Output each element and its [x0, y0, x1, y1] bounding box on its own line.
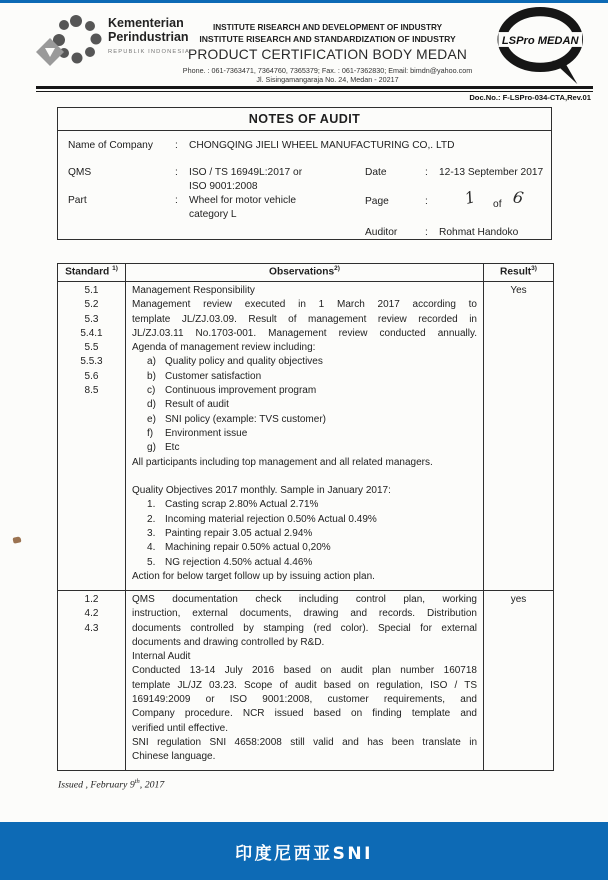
- standard-clause: 5.3: [84, 313, 99, 325]
- observation-line: QMS documentation check including control plan, working: [132, 594, 477, 605]
- page-field: [365, 187, 526, 212]
- observation-line: Conducted 13-14 July 2016 based on audit plan number 160718: [132, 665, 477, 677]
- observation-line: SNI regulation SNI 4658:2008 still valid and has been translate in: [132, 736, 477, 748]
- observation-list-item: [147, 541, 477, 555]
- doc-number: Doc.No.: F-LSPro-034-CTA,Rev.01: [469, 93, 591, 102]
- auditor-label: Auditor: [365, 227, 398, 238]
- observation-list-text: Incoming material rejection 0.50% Actual 0.49%: [165, 513, 377, 525]
- observation-list-item: [147, 513, 477, 527]
- org-address: Jl. Sisingamangaraja No. 24, Medan - 20217: [256, 74, 399, 84]
- observation-line: verified until effective.: [132, 722, 228, 734]
- observation-list-text: Casting scrap 2.80% Actual 2.71%: [165, 499, 319, 511]
- part-value-line1: Wheel for motor vehicle: [189, 195, 297, 206]
- observation-line: Chinese language.: [132, 751, 216, 763]
- observation-list-text: Machining repair 0.50% actual 0,20%: [165, 542, 331, 554]
- audit-table: [57, 263, 554, 771]
- observation-list: [132, 498, 477, 569]
- observation-line: Agenda of management review including:: [132, 342, 316, 354]
- lspro-logo-text: LSPro MEDAN: [501, 35, 579, 48]
- scan-speck-artifact: [12, 536, 21, 544]
- org-line1: INSTITUTE RISEARCH AND DEVELOPMENT OF INDUSTRY: [212, 23, 443, 32]
- banner-text: 印度尼西亚SNI: [235, 843, 373, 864]
- result-cell: yes: [484, 591, 554, 771]
- standard-column-header: Standard $^{1)}$: [58, 264, 126, 282]
- standard-clause: 5.4.1: [80, 327, 103, 339]
- ministry-line1: Kementerian: [108, 16, 184, 30]
- colon: :: [425, 167, 428, 178]
- observation-list-text: Customer satisfaction: [165, 370, 262, 382]
- standard-clause: 1.2: [84, 594, 99, 605]
- standard-clause: 5.6: [84, 370, 99, 382]
- observations-cell: [126, 282, 484, 591]
- org-line3: PRODUCT CERTIFICATION BODY MEDAN: [187, 46, 468, 62]
- blank-line: [132, 470, 477, 484]
- observation-line: Quality Objectives 2017 monthly. Sample in January 2017:: [132, 485, 391, 497]
- observation-list-text: SNI policy (example: TVS customer): [165, 413, 326, 425]
- result-footnote-marker: 3): [531, 265, 537, 272]
- part-field: [68, 194, 296, 222]
- ministry-line2: Perindustrian: [108, 29, 189, 44]
- observation-list-text: Environment issue: [165, 427, 248, 439]
- qms-field: [68, 166, 302, 194]
- standard-clause: 4.3: [84, 622, 99, 634]
- bottom-banner: [0, 822, 608, 880]
- colon: :: [425, 227, 428, 238]
- standards-cell: [58, 591, 126, 771]
- letterhead-divider: [36, 86, 593, 92]
- observation-list-text: Painting repair 3.05 actual 2.94%: [165, 528, 313, 540]
- result-column-header: Result$^{3)}$: [484, 264, 554, 282]
- colon: :: [175, 167, 178, 178]
- standard-clause: 5.2: [84, 299, 99, 311]
- observation-list-item: [147, 398, 477, 412]
- colon: :: [175, 195, 178, 206]
- observation-line: 169149:2009 or ISO 9001:2008, customer requirements, and: [132, 694, 477, 706]
- org-contact: Phone. : 061-7363471, 7364760, 7365379; Fax. : 061-7362830; Email: bimdn@yahoo.com: [182, 65, 473, 75]
- observation-list-text: Continuous improvement program: [165, 385, 317, 397]
- standard-clause: 5.1: [84, 285, 99, 296]
- lspro-q-icon: [496, 7, 590, 85]
- audit-table-row: [58, 282, 554, 591]
- observation-list-item: [147, 556, 477, 570]
- qms-value-line2: ISO 9001:2008: [189, 181, 258, 192]
- observations-column-header: Observations$^{2)}$: [126, 264, 484, 282]
- colon: :: [175, 140, 178, 151]
- auditor-field: [365, 226, 518, 240]
- company-label: Name of Company: [68, 140, 153, 151]
- observation-line: Action for below target follow up by issuing action plan.: [132, 570, 375, 582]
- observation-list-item: [147, 413, 477, 427]
- audit-info-box: [57, 107, 552, 240]
- date-value: 12-13 September 2017: [439, 167, 544, 178]
- page-total-handwritten: 6: [511, 187, 526, 208]
- company-field: [68, 139, 454, 153]
- part-value-line2: category L: [189, 209, 237, 220]
- observation-line: Internal Audit: [132, 651, 191, 663]
- observations-footnote-marker: 2): [334, 265, 340, 272]
- date-field: [365, 166, 543, 180]
- standards-cell: [58, 282, 126, 591]
- observation-list-item: [147, 498, 477, 512]
- observation-list-item: [147, 441, 477, 455]
- standard-clause: 5.5.3: [80, 356, 103, 368]
- auditor-value: Rohmat Handoko: [439, 227, 519, 238]
- observation-line: Management review executed in 1 March 2017 according to: [132, 299, 477, 311]
- standard-clause: 8.5: [84, 385, 99, 397]
- page-of-label: of: [493, 199, 502, 210]
- gear-icon: [34, 12, 106, 68]
- part-value: [189, 194, 296, 222]
- issued-date-line: [58, 778, 164, 790]
- result-cell: Yes: [484, 282, 554, 591]
- standard-clause: 4.2: [84, 608, 99, 620]
- ministry-line3: REPUBLIK INDONESIA: [108, 49, 190, 55]
- observation-line: template JL/JZ 03.23. Scope of audit based on regulation, ISO / TS: [132, 679, 477, 691]
- audit-table-row: [58, 591, 554, 771]
- date-label: Date: [365, 167, 387, 178]
- part-label: Part: [68, 195, 87, 206]
- observation-list-item: [147, 355, 477, 369]
- page-title: NOTES OF AUDIT: [58, 108, 551, 131]
- standard-footnote-marker: 1): [112, 265, 118, 272]
- lspro-medan-logo: [496, 7, 590, 85]
- observations-cell: [126, 591, 484, 771]
- observation-list-item: [147, 427, 477, 441]
- qms-label: QMS: [68, 167, 92, 178]
- kemenperin-logo: [34, 12, 106, 68]
- observation-list-text: Result of audit: [165, 399, 229, 411]
- colon: :: [425, 196, 428, 207]
- observation-line: Company procedure. NCR issued based on finding template and: [132, 708, 477, 720]
- audit-table-header-row: [58, 264, 554, 282]
- observation-list-text: Quality policy and quality objectives: [165, 356, 323, 368]
- issued-ordinal: th: [134, 778, 140, 785]
- company-value: CHONGQING JIELI WHEEL MANUFACTURING CO,. LTD: [189, 140, 455, 151]
- observation-line: JL/ZJ.03.11 No.1703-001. Management review conducted annually.: [132, 327, 477, 339]
- observation-list-item: [147, 370, 477, 384]
- observation-list-item: [147, 527, 477, 541]
- issued-prefix: Issued , February 9: [58, 779, 135, 791]
- issued-suffix: , 2017: [139, 779, 165, 791]
- qms-value-line1: ISO / TS 16949L:2017 or: [189, 167, 303, 178]
- top-blue-line: [0, 0, 608, 3]
- observation-line: documents and drawing controlled by R&D.: [132, 636, 325, 648]
- observation-list-text: NG rejection 4.50% actual 4.46%: [165, 556, 313, 568]
- page-label: Page: [365, 196, 389, 207]
- observation-line: All participants including top management and all related managers.: [132, 456, 433, 468]
- organization-header: [175, 23, 480, 84]
- observation-list-text: Etc: [165, 442, 180, 454]
- observation-line: template JL/ZJ.03.09. Result of management review recorded in: [132, 313, 477, 325]
- standard-clause: 5.5: [84, 342, 99, 354]
- org-line2: INSTITUTE RISEARCH AND STANDARDIZATION OF INDUSTRY: [199, 33, 456, 44]
- observation-list: [132, 355, 477, 455]
- observation-line: documents controlled by stamping (red color). Special for external: [132, 622, 477, 634]
- page-current-handwritten: 1: [462, 187, 478, 208]
- observation-list-item: [147, 384, 477, 398]
- audit-table-body: [58, 282, 554, 771]
- observation-line: instruction, external documents, drawing and records. Distribution: [132, 608, 477, 620]
- page-value: [439, 187, 526, 212]
- qms-value: [189, 166, 302, 194]
- observation-line: Management Responsibility: [132, 285, 255, 296]
